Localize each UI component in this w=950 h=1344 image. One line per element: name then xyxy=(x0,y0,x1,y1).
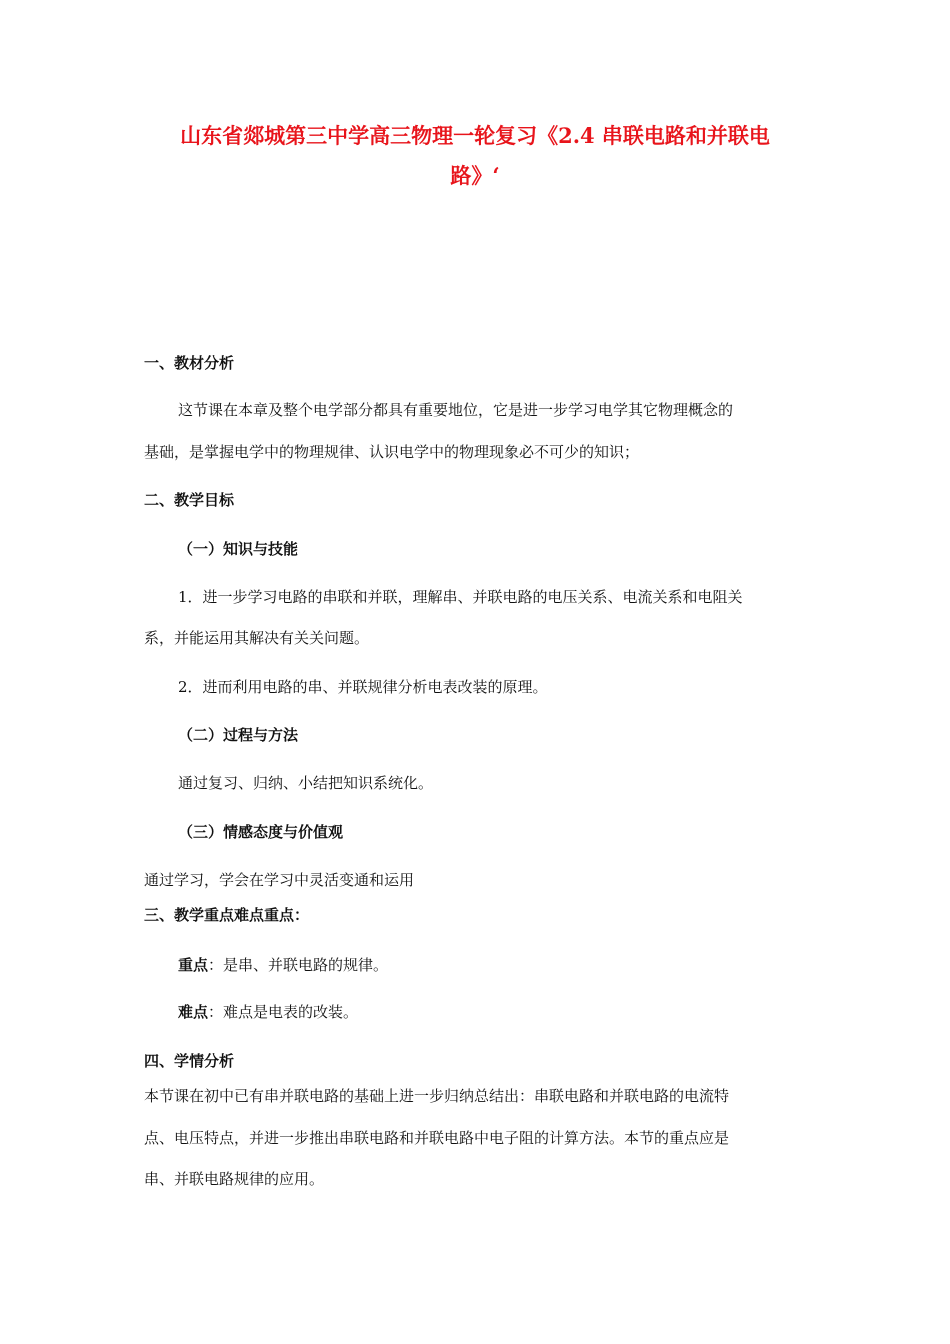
subheading-process-method: （二）过程与方法 xyxy=(178,726,299,744)
subheading-knowledge-skills: （一）知识与技能 xyxy=(178,540,299,558)
paragraph-line: 本节课在初中已有串并联电路的基础上进一步归纳总结出：串联电路和并联电路的电流特 xyxy=(144,1087,730,1105)
paragraph-line: 1．进一步学习电路的串联和并联，理解串、并联电路的电压关系、电流关系和电阻关 xyxy=(178,588,743,606)
section-heading-key-points: 三、教学重点难点重点： xyxy=(144,906,310,924)
key-point-text: ：是串、并联电路的规律。 xyxy=(208,956,389,974)
paragraph-line: 通过复习、归纳、小结把知识系统化。 xyxy=(178,774,434,792)
difficult-point-label: 难点 xyxy=(178,1003,209,1021)
difficult-point-text: ：难点是电表的改装。 xyxy=(208,1003,359,1021)
document-title-line-1: 山东省郯城第三中学高三物理一轮复习《2.4 串联电路和并联电 xyxy=(180,123,770,148)
paragraph-line: 基础，是掌握电学中的物理规律、认识电学中的物理现象必不可少的知识； xyxy=(144,443,640,461)
paragraph-line: 2．进而利用电路的串、并联规律分析电表改装的原理。 xyxy=(178,678,548,696)
section-heading-goals: 二、教学目标 xyxy=(144,491,235,509)
paragraph-line: 系，并能运用其解决有关关问题。 xyxy=(144,629,370,647)
document-title-line-2: 路》‘ xyxy=(450,163,500,188)
paragraph-line: 点、电压特点，并进一步推出串联电路和并联电路中电子阻的计算方法。本节的重点应是 xyxy=(144,1129,730,1147)
section-heading-analysis: 一、教材分析 xyxy=(144,354,235,372)
difficult-point-line xyxy=(178,1001,358,1023)
subheading-attitude-values: （三）情感态度与价值观 xyxy=(178,823,344,841)
key-point-label: 重点 xyxy=(178,956,209,974)
paragraph-line: 通过学习，学会在学习中灵活变通和运用 xyxy=(144,871,415,889)
section-heading-student-analysis: 四、学情分析 xyxy=(144,1052,235,1070)
key-point-line xyxy=(178,954,388,976)
paragraph-line: 串、并联电路规律的应用。 xyxy=(144,1170,325,1188)
paragraph-line: 这节课在本章及整个电学部分都具有重要地位，它是进一步学习电学其它物理概念的 xyxy=(178,401,734,419)
